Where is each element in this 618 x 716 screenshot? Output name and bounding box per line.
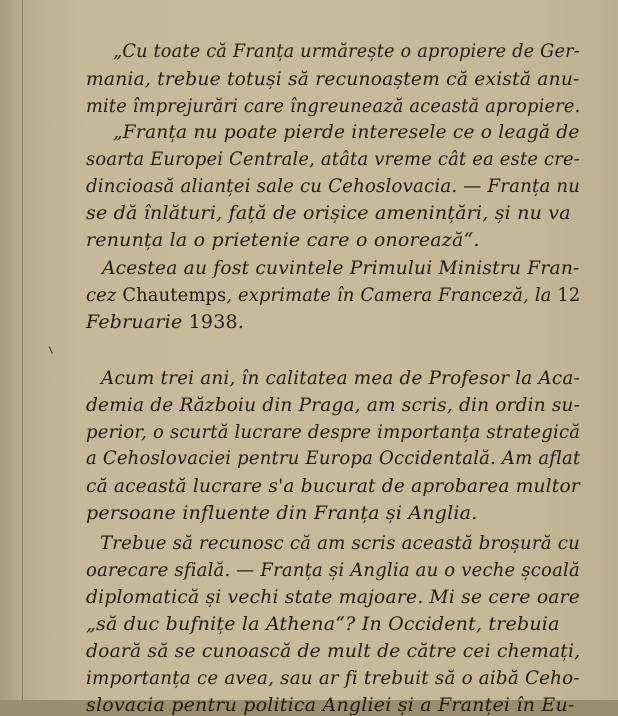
text-line: slovacia pentru politica Angliei și a Franței în Eu- (86, 694, 575, 716)
text-fragment-upright: Chautemps (122, 284, 227, 306)
text-line: „Franța nu poate pierde interesele ce o leagă de (113, 121, 580, 143)
text-line: „să duc bufnițe la Athena“? In Occident, trebuia (86, 613, 560, 635)
text-line: a Cehoslovaciei pentru Europa Occidentală. Am aflat (86, 447, 581, 469)
text-line (86, 284, 580, 306)
text-line: demia de Războiu din Praga, am scris, din ordin su- (86, 394, 581, 416)
text-line: se dă înlături, față de orișice amenințări, și nu va (86, 202, 571, 224)
text-fragment: . (237, 311, 245, 333)
pencil-mark (49, 344, 58, 354)
text-line: mite împrejurări care îngreunează această apropiere. (86, 95, 581, 117)
text-fragment: Februarie (86, 311, 189, 333)
text-line: „Cu toate că Franța urmărește o apropiere de Ger- (113, 40, 580, 62)
text-line: persoane influente din Franța și Anglia. (86, 502, 478, 524)
text-line: că această lucrare s'a bucurat de aprobarea multor (86, 475, 580, 497)
text-fragment-upright: 12 (557, 284, 581, 306)
text-fragment-upright: 1938 (188, 311, 238, 333)
text-line: soarta Europei Centrale, atâta vreme cât ea este cre- (86, 148, 581, 170)
text-line: perior, o scurtă lucrare despre importanța strategică (86, 421, 581, 443)
text-line (86, 311, 244, 333)
text-fragment: , exprimate în Camera Franceză, la (226, 284, 558, 306)
text-line: Trebue să recunosc că am scris această broșură cu (100, 532, 580, 554)
text-line: dincioasă alianței sale cu Cehoslovacia. — Franța nu (86, 175, 581, 197)
text-line: Acum trei ani, în calitatea mea de Profesor la Aca- (101, 367, 580, 389)
text-line: renunța la o prietenie care o onorează“. (86, 229, 480, 251)
text-line: mania, trebue totuși să recunoaștem că există anu- (86, 68, 580, 90)
text-line: diplomatică și vechi state majoare. Mi se cere oare (86, 586, 581, 608)
text-line: Acestea au fost cuvintele Primului Ministru Fran- (102, 257, 580, 279)
text-fragment: cez (86, 284, 123, 306)
text-line: importanța ce avea, sau ar fi trebuit să o aibă Ceho- (86, 667, 580, 689)
text-line: oarecare sfială. — Franța și Anglia au o veche școală (86, 559, 580, 581)
page-gutter-divider (22, 0, 23, 700)
text-line: doară să se cunoască de mult de către cei chemați, (86, 640, 581, 662)
